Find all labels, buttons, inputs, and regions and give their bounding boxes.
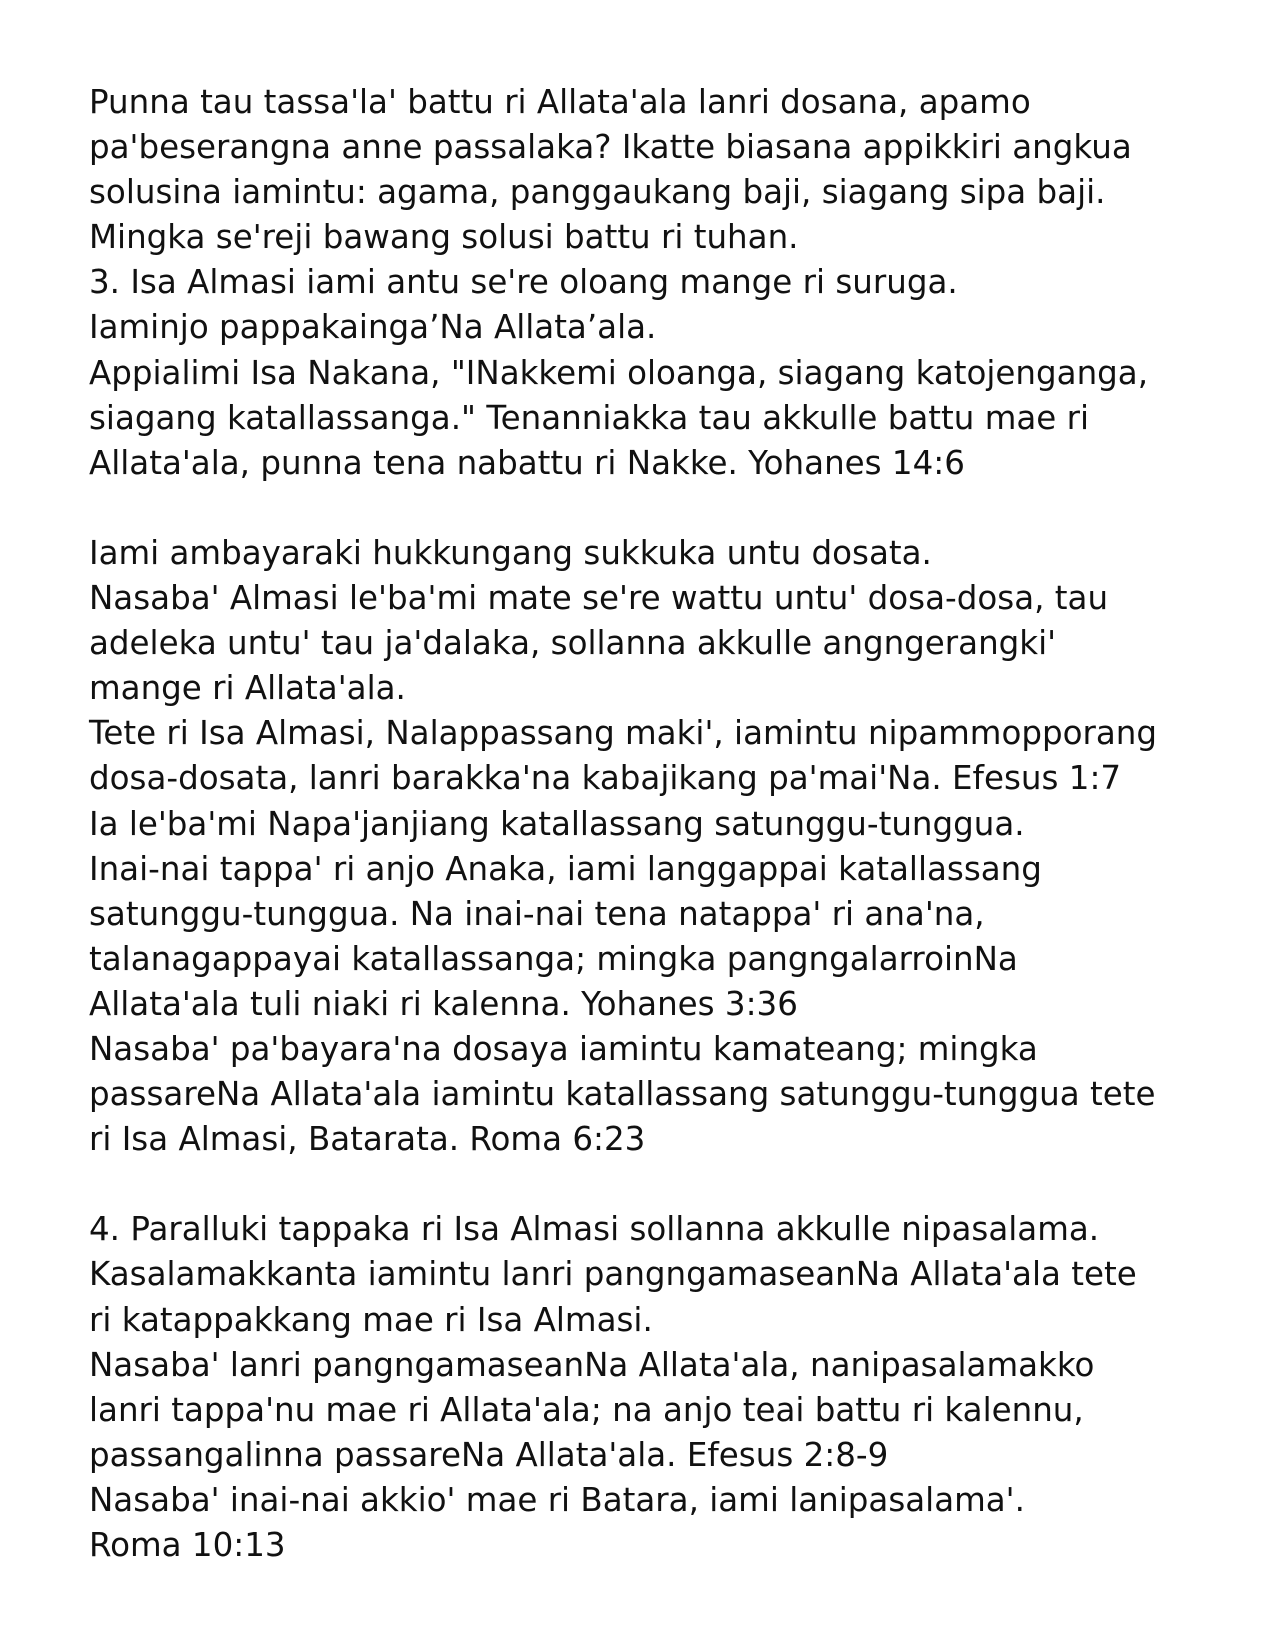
text-line: ri Isa Almasi, Batarata. Roma 6:23 bbox=[89, 1120, 646, 1159]
text-line: Allata'ala, punna tena nabattu ri Nakke. Yohanes 14:6 bbox=[89, 443, 965, 482]
text-line: Nasaba' inai-nai akkio' mae ri Batara, iami lanipasalama'. bbox=[89, 1480, 1025, 1519]
text-line: Inai-nai tappa' ri anjo Anaka, iami langgappai katallassang bbox=[89, 849, 1042, 888]
section-4-heading: 4. Paralluki tappaka ri Isa Almasi sollanna akkulle nipasalama. bbox=[89, 1210, 1100, 1249]
text-line: talanagappayai katallassanga; mingka pangngalarroinNa bbox=[89, 939, 1018, 978]
paragraph-gap bbox=[89, 1162, 1249, 1207]
text-line: adeleka untu' tau ja'dalaka, sollanna akkulle angngerangki' bbox=[89, 624, 1057, 663]
text-line: mange ri Allata'ala. bbox=[89, 669, 406, 708]
text-line: Nasaba' lanri pangngamaseanNa Allata'ala, nanipasalamakko bbox=[89, 1345, 1095, 1384]
text-line: pa'beserangna anne passalaka? Ikatte biasana appikkiri angkua bbox=[89, 128, 1132, 167]
text-line: Nasaba' Almasi le'ba'mi mate se're wattu untu' dosa-dosa, tau bbox=[89, 579, 1109, 618]
text-line: dosa-dosata, lanri barakka'na kabajikang pa'mai'Na. Efesus 1:7 bbox=[89, 759, 1122, 798]
text-line: Nasaba' pa'bayara'na dosaya iamintu kamateang; mingka bbox=[89, 1029, 1038, 1068]
section-3-heading: 3. Isa Almasi iami antu se're oloang mange ri suruga. bbox=[89, 263, 958, 302]
text-line: Roma 10:13 bbox=[89, 1526, 286, 1564]
text-line: lanri tappa'nu mae ri Allata'ala; na anjo teai battu ri kalennu, bbox=[89, 1390, 1084, 1429]
text-line: Ia le'ba'mi Napa'janjiang katallassang satunggu-tunggua. bbox=[89, 804, 1025, 843]
text-line: Mingka se'reji bawang solusi battu ri tuhan. bbox=[89, 218, 799, 257]
text-line: passareNa Allata'ala iamintu katallassang satunggu-tunggua tete bbox=[89, 1075, 1156, 1114]
text-line: Iami ambayaraki hukkungang sukkuka untu dosata. bbox=[89, 533, 932, 572]
text-line: Kasalamakkanta iamintu lanri pangngamaseanNa Allata'ala tete bbox=[89, 1255, 1137, 1294]
body-text bbox=[89, 80, 1249, 1568]
text-line: satunggu-tunggua. Na inai-nai tena natappa' ri ana'na, bbox=[89, 894, 985, 933]
text-line: Tete ri Isa Almasi, Nalappassang maki', iamintu nipammopporang bbox=[89, 714, 1157, 753]
text-line: passangalinna passareNa Allata'ala. Efesus 2:8-9 bbox=[89, 1435, 889, 1474]
text-line: Appialimi Isa Nakana, "INakkemi oloanga, siagang katojenganga, bbox=[89, 353, 1149, 392]
text-line: ri katappakkang mae ri Isa Almasi. bbox=[89, 1300, 653, 1339]
text-line: Iaminjo pappakainga’Na Allata’ala. bbox=[89, 308, 657, 347]
text-line: Allata'ala tuli niaki ri kalenna. Yohanes 3:36 bbox=[89, 984, 798, 1023]
text-line: Punna tau tassa'la' battu ri Allata'ala lanri dosana, apamo bbox=[89, 83, 1031, 121]
text-line: solusina iamintu: agama, panggaukang baji, siagang sipa baji. bbox=[89, 173, 1106, 212]
text-line: siagang katallassanga." Tenanniakka tau akkulle battu mae ri bbox=[89, 398, 1089, 437]
paragraph-gap bbox=[89, 486, 1249, 531]
